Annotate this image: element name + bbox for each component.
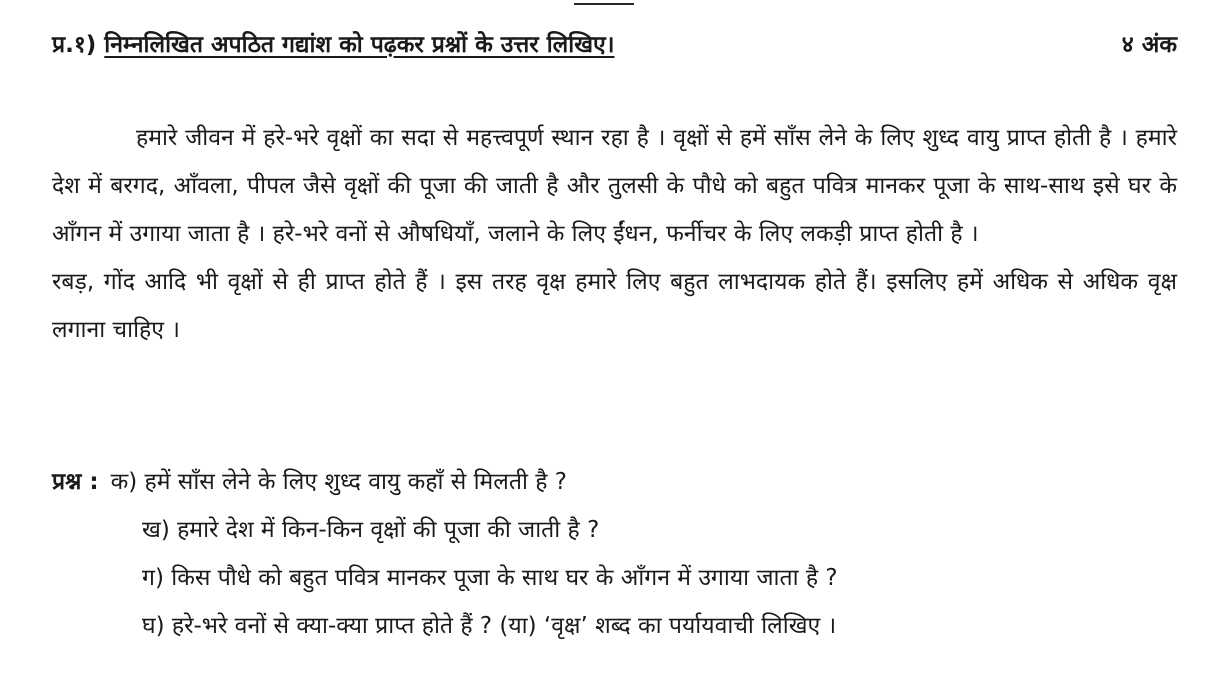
- question-instruction: निम्नलिखित अपठित गद्यांश को पढ़कर प्रश्नों के उत्तर लिखिए।: [104, 32, 615, 58]
- question-text-b: ख) हमारे देश में किन-किन वृक्षों की पूजा की जाती है ?: [142, 517, 600, 543]
- question-heading: [52, 27, 614, 59]
- question-item-a: [52, 458, 1177, 506]
- question-item-b: [52, 506, 1177, 554]
- passage-paragraph-1: हमारे जीवन में हरे-भरे वृक्षों का सदा से महत्त्वपूर्ण स्थान रहा है । वृक्षों से हमें साँस लेने के लिए शुध्द वायु प्राप्त होती है । हमारे देश में बरगद, आँवला, पीपल जैसे वृक्षों की पूजा की जाती है और तुलसी के पौधे को बहुत पवित्र मानकर पूजा के साथ-साथ इसे घर के आँगन में उगाया जाता है । हरे-भरे वनों से औषधियाँ, जलाने के लिए ईंधन, फर्नीचर के लिए लकड़ी प्राप्त होती है ।: [52, 125, 1177, 247]
- question-number: प्र.१): [52, 32, 97, 58]
- top-divider: [574, 3, 634, 5]
- passage-paragraph-2: रबड़, गोंद आदि भी वृक्षों से ही प्राप्त होते हैं । इस तरह वृक्ष हमारे लिए बहुत लाभदायक होते हैं। इसलिए हमें अधिक से अधिक वृक्ष लगाना चाहिए ।: [52, 269, 1177, 343]
- question-item-c: [52, 554, 1177, 602]
- question-text-c: ग) किस पौधे को बहुत पवित्र मानकर पूजा के साथ घर के आँगन में उगाया जाता है ?: [142, 565, 838, 591]
- question-header: [52, 20, 1177, 66]
- question-text-d: घ) हरे-भरे वनों से क्या-क्या प्राप्त होते हैं ? (या) ‘वृक्ष’ शब्द का पर्यायवाची लिखिए ।: [142, 613, 837, 639]
- unseen-passage: [52, 114, 1177, 354]
- questions-label: प्रश्न :: [52, 469, 99, 495]
- question-text-a: क) हमें साँस लेने के लिए शुध्द वायु कहाँ से मिलती है ?: [110, 469, 568, 495]
- marks-label: ४ अंक: [1121, 32, 1177, 58]
- question-item-d: [52, 602, 1177, 650]
- question-list: [52, 458, 1177, 650]
